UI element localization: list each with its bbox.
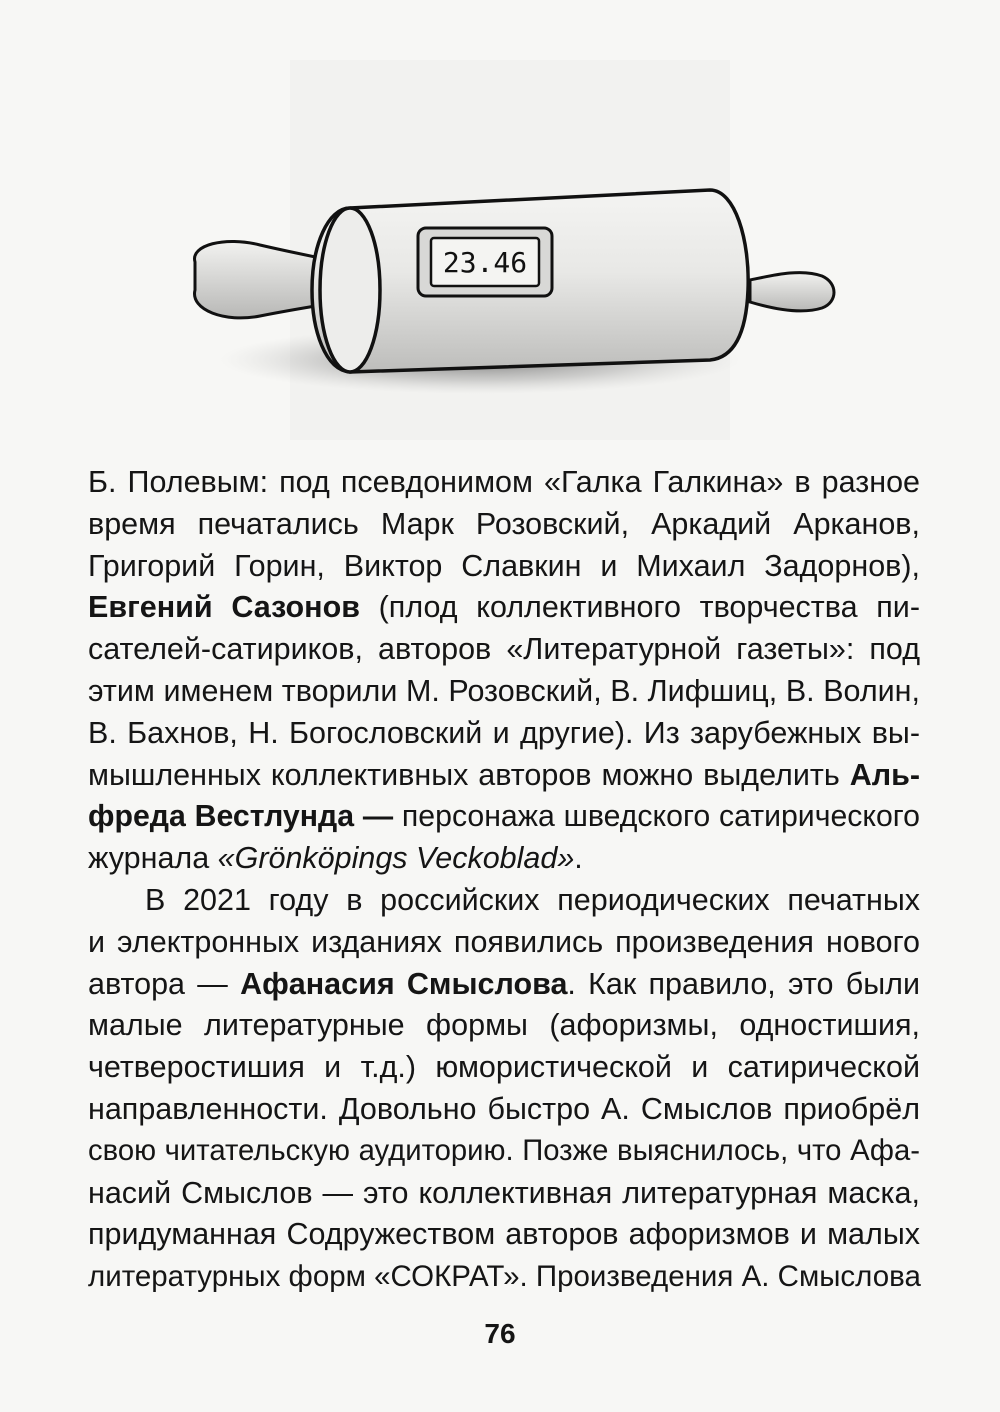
text-line: Григорий Горин, Виктор Славкин и Михаил Задорнов), [88, 548, 920, 583]
text-line: фреда Вестлунда — персонажа шведского сатирического [88, 800, 920, 834]
text-line: направленности. Довольно быстро А. Смыслов приобрёл [88, 1091, 920, 1126]
author-name: Афанасия Смыслова [240, 966, 568, 1001]
text-line: Б. Полевым: под псевдонимом «Галка Галкина» в разное [88, 465, 920, 499]
author-name: Аль- [849, 757, 920, 792]
text-line: автора — Афанасия Смыслова. Как правило, это были [88, 966, 921, 1001]
text-line: малые литературные формы (афоризмы, одностишия, [88, 1008, 920, 1043]
text-line: свою читательскую аудиторию. Позже выяснилось, что Афа- [88, 1134, 920, 1167]
text-line: В 2021 году в российских периодических печатных [145, 882, 920, 917]
author-name: Евгений Сазонов [88, 590, 360, 625]
text-line: придуманная Содружеством авторов афоризмов и малых [88, 1217, 920, 1252]
journal-title: «Grönköpings Veckoblad» [217, 841, 575, 876]
text-line: насий Смыслов — это коллективная литературная маска, [88, 1175, 920, 1210]
page-number: 76 [484, 1318, 516, 1349]
rolling-pin-with-digital-display-icon [150, 40, 850, 460]
author-name: фреда Вестлунда — [88, 800, 394, 834]
display-time: 23.46 [442, 246, 528, 279]
body-text [88, 462, 920, 1298]
text-line: В. Бахнов, Н. Богословский и другие). Из зарубежных вы- [88, 715, 920, 750]
text-line: Евгений Сазонов (плод коллективного творчества пи- [88, 590, 920, 625]
rolling-pin-illustration [150, 40, 850, 460]
text-line: литературных форм «СОКРАТ». Произведения А. Смыслова [88, 1260, 921, 1294]
text-line: мышленных коллективных авторов можно выделить Аль- [88, 757, 920, 792]
text-line: сателей-сатириков, авторов «Литературной газеты»: под [88, 632, 920, 667]
text-line: четверостишия и т.д.) юмористической и сатирической [88, 1050, 920, 1085]
text-line: журнала «Grönköpings Veckoblad». [88, 841, 583, 876]
text-line: и электронных изданиях появились произведения нового [88, 924, 920, 959]
text-line: этим именем творили М. Розовский, В. Лифшиц, В. Волин, [88, 673, 920, 708]
text-line: время печатались Марк Розовский, Аркадий Арканов, [88, 506, 920, 541]
